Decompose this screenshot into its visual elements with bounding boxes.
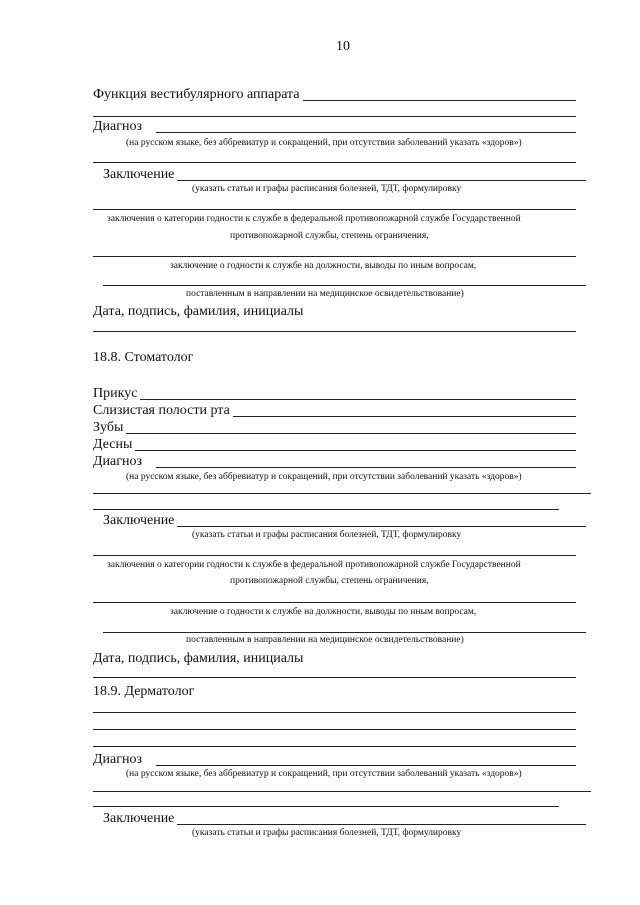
- vestibular-label: Функция вестибулярного аппарата: [93, 87, 300, 102]
- mucosa-line[interactable]: [233, 416, 576, 417]
- teeth-field[interactable]: [93, 421, 576, 435]
- diagnosis-extra-line-3b[interactable]: [93, 806, 559, 807]
- derm-line-2[interactable]: [93, 729, 576, 730]
- conclusion-line-1[interactable]: [177, 180, 586, 181]
- diagnosis-field-3[interactable]: [93, 753, 576, 767]
- conclusion-field-2[interactable]: [103, 514, 586, 528]
- diagnosis-label-3: Диагноз: [93, 752, 143, 767]
- signature-line-2[interactable]: [93, 677, 576, 678]
- position-line-2[interactable]: [103, 632, 586, 633]
- conclusion-hint-1: (указать статьи и графы расписания болезней, ТДТ, формулировку: [192, 184, 462, 194]
- vestibular-field[interactable]: [93, 88, 576, 102]
- conclusion-hint-3: (указать статьи и графы расписания болезней, ТДТ, формулировку: [192, 828, 462, 838]
- signature-line-1[interactable]: [93, 331, 576, 332]
- mucosa-label: Слизистая полости рта: [93, 403, 230, 418]
- mucosa-field[interactable]: [93, 404, 576, 418]
- diagnosis-label-2: Диагноз: [93, 454, 143, 469]
- diagnosis-hint-3: (на русском языке, без аббревиатур и сокращений, при отсутствии заболеваний указать «здоров»): [126, 769, 522, 779]
- derm-line-1[interactable]: [93, 712, 576, 713]
- diagnosis-label-1: Диагноз: [93, 119, 143, 134]
- diagnosis-extra-line-2a[interactable]: [93, 493, 591, 494]
- bite-line[interactable]: [140, 399, 576, 400]
- teeth-line[interactable]: [126, 433, 576, 434]
- teeth-label: Зубы: [93, 420, 124, 435]
- diagnosis-extra-line-2b[interactable]: [93, 509, 559, 510]
- conclusion-extra-line-1[interactable]: [93, 209, 576, 210]
- conclusion-hint-2: (указать статьи и графы расписания болезней, ТДТ, формулировку: [192, 530, 462, 540]
- diagnosis-line-2[interactable]: [156, 467, 576, 468]
- diagnosis-field-1[interactable]: [93, 120, 576, 134]
- referral-hint-2: поставленным в направлении на медицинское освидетельствование): [186, 635, 464, 645]
- diagnosis-field-2[interactable]: [93, 455, 576, 469]
- diagnosis-extra-line-1[interactable]: [93, 162, 576, 163]
- conclusion-field-3[interactable]: [103, 812, 586, 826]
- conclusion-line-2[interactable]: [177, 526, 586, 527]
- position-line-1[interactable]: [103, 285, 586, 286]
- fitness-hint-1a: заключения о категории годности к службе в федеральной противопожарной службе Государственной: [107, 214, 521, 224]
- fitness-hint-2b: противопожарной службы, степень ограничения,: [230, 576, 429, 586]
- fitness-hint-2a: заключения о категории годности к службе в федеральной противопожарной службе Государственной: [107, 560, 521, 570]
- conclusion-label-3: Заключение: [103, 811, 175, 826]
- vestibular-line[interactable]: [303, 100, 576, 101]
- fitness-line-1[interactable]: [93, 256, 576, 257]
- diagnosis-line-1[interactable]: [156, 132, 576, 133]
- derm-line-3[interactable]: [93, 746, 576, 747]
- fitness-hint-1b: противопожарной службы, степень ограничения,: [230, 231, 429, 241]
- conclusion-label-2: Заключение: [103, 513, 175, 528]
- signature-label-2: Дата, подпись, фамилия, инициалы: [93, 651, 304, 666]
- bite-label: Прикус: [93, 386, 138, 401]
- conclusion-label-1: Заключение: [103, 167, 175, 182]
- dentist-section-title: 18.8. Стоматолог: [93, 350, 194, 365]
- dermatologist-section-title: 18.9. Дерматолог: [93, 684, 195, 699]
- diagnosis-extra-line-3a[interactable]: [93, 791, 591, 792]
- conclusion-field-1[interactable]: [103, 168, 586, 182]
- signature-label-1: Дата, подпись, фамилия, инициалы: [93, 304, 304, 319]
- conclusion-extra-line-2[interactable]: [93, 555, 576, 556]
- position-hint-2: заключение о годности к службе на должности, выводы по иным вопросам,: [170, 607, 477, 617]
- conclusion-line-3[interactable]: [177, 824, 586, 825]
- diagnosis-hint-2: (на русском языке, без аббревиатур и сокращений, при отсутствии заболеваний указать «здоров»): [126, 472, 522, 482]
- gums-label: Десны: [93, 437, 133, 452]
- referral-hint-1: поставленным в направлении на медицинское освидетельствование): [186, 289, 464, 299]
- page-number: 10: [336, 39, 350, 54]
- vestibular-line-2[interactable]: [93, 116, 576, 117]
- position-hint-1: заключение о годности к службе на должности, выводы по иным вопросам,: [170, 261, 477, 271]
- diagnosis-hint-1: (на русском языке, без аббревиатур и сокращений, при отсутствии заболеваний указать «здоров»): [126, 138, 522, 148]
- bite-field[interactable]: [93, 387, 576, 401]
- gums-field[interactable]: [93, 438, 576, 452]
- gums-line[interactable]: [135, 450, 576, 451]
- fitness-line-2[interactable]: [93, 602, 576, 603]
- diagnosis-line-3[interactable]: [156, 765, 576, 766]
